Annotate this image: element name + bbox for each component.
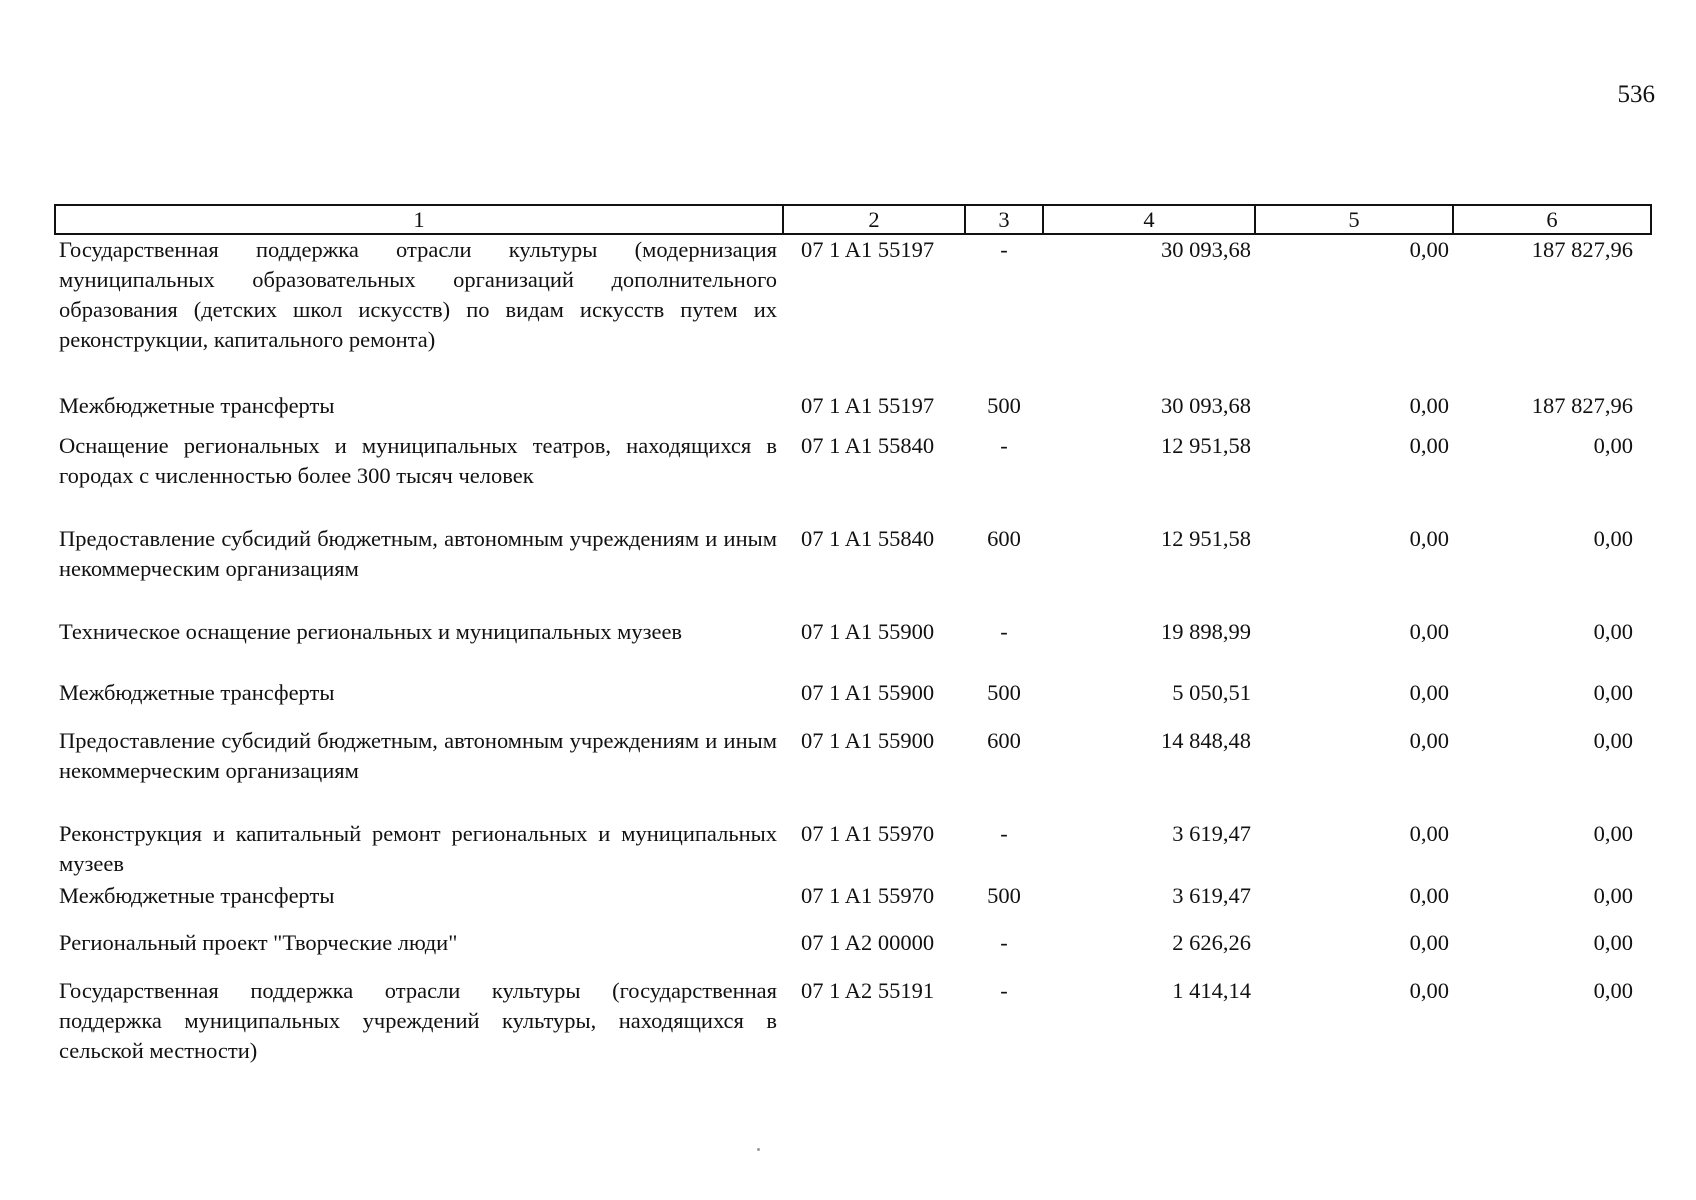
table-row	[55, 819, 1651, 881]
row-code: 07 1 A2 00000	[801, 930, 935, 955]
row-kind: -	[1000, 978, 1008, 1003]
row-kind: 600	[987, 526, 1021, 551]
row-value-4: 12 951,58	[1161, 433, 1251, 458]
row-value-4: 3 619,47	[1172, 821, 1251, 846]
table-row	[55, 617, 1651, 678]
row-code: 07 1 A1 55197	[801, 393, 935, 418]
row-name: Реконструкция и капитальный ремонт региональных и муниципальных музеев	[59, 821, 777, 876]
row-name: Государственная поддержка отрасли культуры (модернизация муниципальных образовательных организаций дополнительного образования (детских школ искусств) по видам искусств путем их реконструкции, капитального ремонта)	[59, 237, 777, 352]
table-row	[55, 976, 1651, 1076]
row-kind: -	[1000, 433, 1008, 458]
row-code: 07 1 A1 55970	[801, 883, 935, 908]
row-value-4: 30 093,68	[1161, 237, 1251, 262]
row-code: 07 1 A1 55840	[801, 526, 935, 551]
row-code: 07 1 A1 55197	[801, 237, 935, 262]
row-code: 07 1 A2 55191	[801, 978, 935, 1003]
header-col-2: 2	[783, 205, 965, 234]
row-value-6: 0,00	[1593, 883, 1633, 908]
row-value-6: 187 827,96	[1531, 237, 1633, 262]
row-kind: 600	[987, 728, 1021, 753]
row-value-5: 0,00	[1409, 433, 1449, 458]
row-name: Межбюджетные трансферты	[59, 393, 335, 418]
row-value-6: 0,00	[1593, 526, 1633, 551]
row-value-5: 0,00	[1409, 930, 1449, 955]
row-kind: -	[1000, 237, 1008, 262]
row-value-6: 0,00	[1593, 930, 1633, 955]
row-value-5: 0,00	[1409, 393, 1449, 418]
row-name: Региональный проект "Творческие люди"	[59, 930, 458, 955]
row-name: Техническое оснащение региональных и муниципальных музеев	[59, 619, 683, 644]
table-row	[55, 431, 1651, 524]
row-value-6: 187 827,96	[1531, 393, 1633, 418]
table-body	[55, 234, 1651, 1076]
row-value-5: 0,00	[1409, 237, 1449, 262]
row-value-4: 30 093,68	[1161, 393, 1251, 418]
table-row	[55, 726, 1651, 819]
row-name: Предоставление субсидий бюджетным, автономным учреждениям и иным некоммерческим организациям	[59, 526, 777, 581]
row-name: Государственная поддержка отрасли культуры (государственная поддержка муниципальных учреждений культуры, находящихся в сельской местности)	[59, 978, 777, 1063]
header-col-6: 6	[1453, 205, 1651, 234]
row-kind: -	[1000, 930, 1008, 955]
row-value-6: 0,00	[1593, 821, 1633, 846]
row-kind: -	[1000, 619, 1008, 644]
row-value-4: 5 050,51	[1172, 680, 1251, 705]
row-code: 07 1 A1 55900	[801, 680, 935, 705]
row-value-4: 3 619,47	[1172, 883, 1251, 908]
row-code: 07 1 A1 55900	[801, 619, 935, 644]
row-value-5: 0,00	[1409, 978, 1449, 1003]
page-number: 536	[1617, 81, 1655, 108]
row-value-4: 14 848,48	[1161, 728, 1251, 753]
row-value-5: 0,00	[1409, 526, 1449, 551]
row-code: 07 1 A1 55900	[801, 728, 935, 753]
row-value-5: 0,00	[1409, 619, 1449, 644]
row-value-6: 0,00	[1593, 728, 1633, 753]
budget-table-container	[54, 204, 1650, 1076]
row-name: Предоставление субсидий бюджетным, автономным учреждениям и иным некоммерческим организациям	[59, 728, 777, 783]
table-row	[55, 678, 1651, 726]
header-col-1: 1	[55, 205, 783, 234]
header-col-4: 4	[1043, 205, 1255, 234]
row-code: 07 1 A1 55970	[801, 821, 935, 846]
row-value-6: 0,00	[1593, 680, 1633, 705]
row-value-4: 2 626,26	[1172, 930, 1251, 955]
row-value-6: 0,00	[1593, 978, 1633, 1003]
row-value-5: 0,00	[1409, 680, 1449, 705]
scan-speck	[757, 1148, 760, 1151]
table-row	[55, 234, 1651, 391]
row-value-5: 0,00	[1409, 883, 1449, 908]
row-kind: -	[1000, 821, 1008, 846]
row-kind: 500	[987, 680, 1021, 705]
row-name: Межбюджетные трансферты	[59, 680, 335, 705]
row-value-5: 0,00	[1409, 728, 1449, 753]
row-value-4: 1 414,14	[1172, 978, 1251, 1003]
row-code: 07 1 A1 55840	[801, 433, 935, 458]
header-col-5: 5	[1255, 205, 1453, 234]
row-value-6: 0,00	[1593, 619, 1633, 644]
table-header	[55, 205, 1651, 234]
row-kind: 500	[987, 393, 1021, 418]
header-col-3: 3	[965, 205, 1043, 234]
row-value-4: 19 898,99	[1161, 619, 1251, 644]
table-row	[55, 881, 1651, 928]
header-row	[55, 205, 1651, 234]
row-value-5: 0,00	[1409, 821, 1449, 846]
row-value-4: 12 951,58	[1161, 526, 1251, 551]
table-row	[55, 391, 1651, 431]
table-row	[55, 524, 1651, 617]
budget-table	[54, 204, 1652, 1076]
row-kind: 500	[987, 883, 1021, 908]
row-name: Межбюджетные трансферты	[59, 883, 335, 908]
row-value-6: 0,00	[1593, 433, 1633, 458]
table-row	[55, 928, 1651, 976]
row-name: Оснащение региональных и муниципальных театров, находящихся в городах с численностью более 300 тысяч человек	[59, 433, 777, 488]
